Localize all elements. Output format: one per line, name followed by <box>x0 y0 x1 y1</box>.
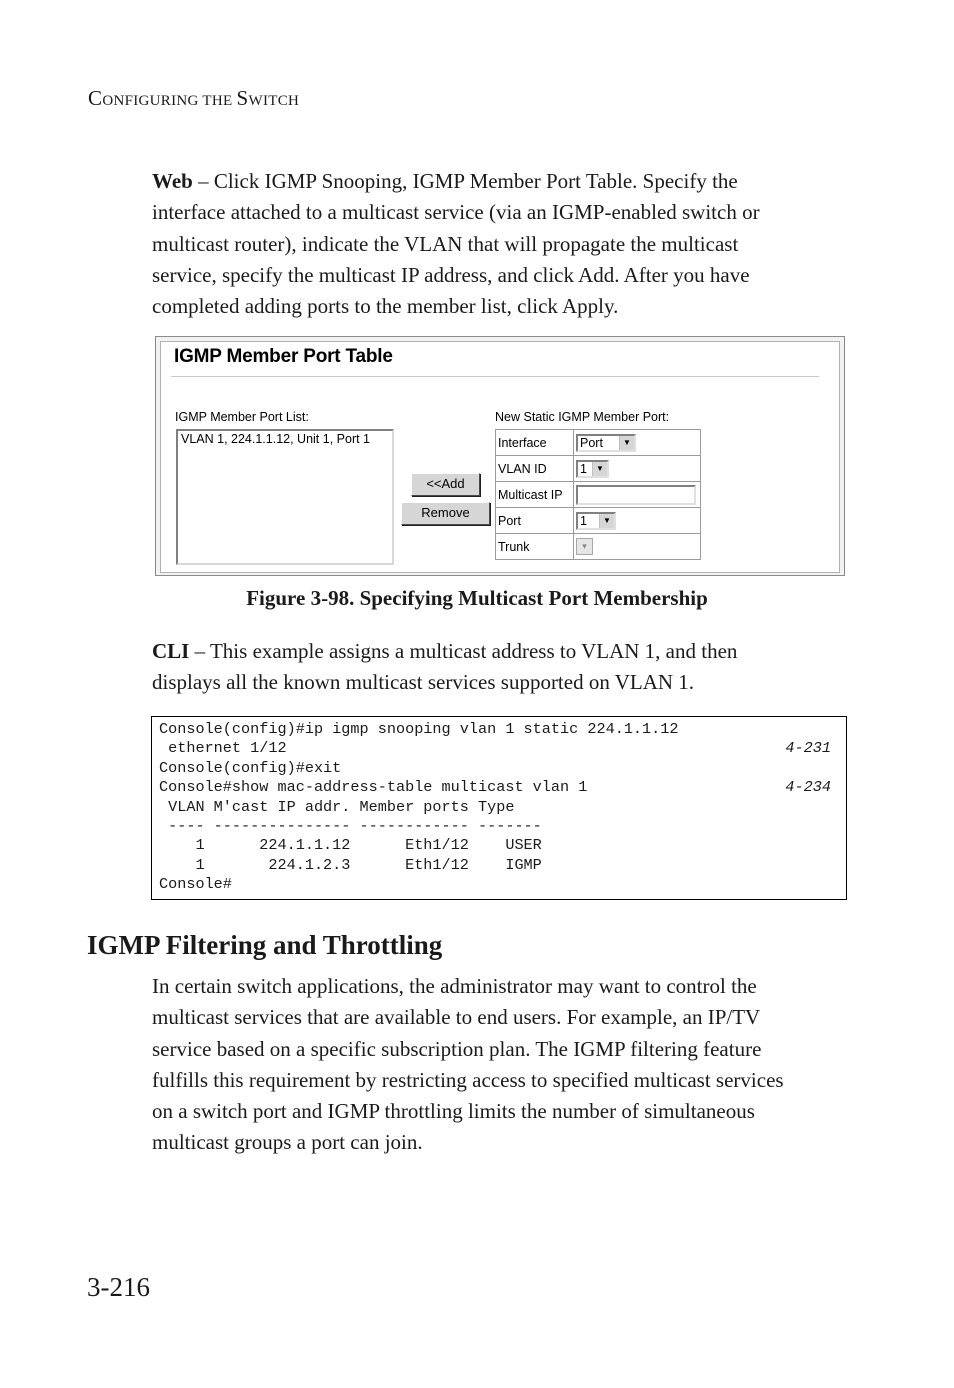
body-line: multicast services that are available to end users. For example, an IP/TV <box>152 1005 761 1030</box>
running-head-part-1: ONFIGURING THE <box>102 93 237 109</box>
body-line: In certain switch applications, the administrator may want to control the <box>152 974 757 998</box>
port-label: Port <box>496 508 574 534</box>
code-line: VLAN M'cast IP addr. Member ports Type <box>159 797 515 816</box>
command-reference: 4-231 <box>785 739 831 758</box>
running-head <box>88 86 299 111</box>
multicast-ip-row <box>496 482 701 508</box>
web-line-3: multicast router), indicate the VLAN that will propagate the multicast <box>152 231 739 256</box>
cli-example-box <box>151 716 847 900</box>
list-item[interactable]: VLAN 1, 224.1.1.12, Unit 1, Port 1 <box>181 432 371 446</box>
cli-paragraph <box>152 636 852 699</box>
running-head-c: C <box>88 86 103 110</box>
section-heading: IGMP Filtering and Throttling <box>87 930 443 960</box>
interface-row <box>496 430 701 456</box>
running-head-s: S <box>236 86 249 110</box>
vlan-row <box>496 456 701 482</box>
chevron-down-icon: ▼ <box>599 514 614 528</box>
new-member-form <box>495 429 701 560</box>
web-paragraph <box>152 166 852 322</box>
code-line: Console# <box>159 875 232 894</box>
remove-button[interactable]: Remove <box>401 502 490 525</box>
running-head-part-2: WITCH <box>248 93 300 109</box>
interface-cell <box>574 430 701 456</box>
add-button[interactable]: <<Add <box>411 473 480 496</box>
web-line-4: service, specify the multicast IP address, and click Add. After you have <box>152 262 750 287</box>
code-line: Console#show mac-address-table multicast vlan 1 <box>159 778 588 797</box>
code-line: Console(config)#ip igmp snooping vlan 1 static 224.1.1.12 <box>159 720 679 738</box>
member-port-listbox[interactable] <box>176 429 394 565</box>
multicast-ip-label: Multicast IP <box>496 482 574 508</box>
vlan-cell <box>574 456 701 482</box>
cli-lead: CLI <box>152 639 190 663</box>
body-line: multicast groups a port can join. <box>152 1130 423 1155</box>
code-line: ethernet 1/12 <box>159 739 287 758</box>
body-line: fulfills this requirement by restricting access to specified multicast services <box>152 1067 784 1092</box>
port-select[interactable]: 1 ▼ <box>576 512 616 530</box>
new-static-member-label: New Static IGMP Member Port: <box>495 410 670 424</box>
page-number: 3-216 <box>87 1272 150 1302</box>
trunk-row <box>496 534 701 560</box>
code-line: ---- --------------- ------------ ------- <box>159 817 542 835</box>
chevron-down-icon: ▼ <box>592 462 607 476</box>
figure-caption: Figure 3-98. Specifying Multicast Port Membership <box>246 586 708 610</box>
vlan-id-select[interactable]: 1 ▼ <box>576 460 609 478</box>
trunk-cell <box>574 534 701 560</box>
command-reference: 4-234 <box>785 778 831 797</box>
port-cell <box>574 508 701 534</box>
port-row <box>496 508 701 534</box>
web-line-5: completed adding ports to the member list, click Apply. <box>152 294 619 319</box>
cli-line-2: displays all the known multicast services supported on VLAN 1. <box>152 670 695 695</box>
section-body <box>152 971 872 1159</box>
cli-line-1: CLI – This example assigns a multicast address to VLAN 1, and then <box>152 639 738 663</box>
body-line: on a switch port and IGMP throttling limits the number of simultaneous <box>152 1099 755 1124</box>
web-lead: Web <box>152 169 193 193</box>
trunk-label: Trunk <box>496 534 574 560</box>
code-line: Console(config)#exit <box>159 758 342 777</box>
title-divider <box>171 376 819 377</box>
interface-label: Interface <box>496 430 574 456</box>
web-line-2: interface attached to a multicast service (via an IGMP-enabled switch or <box>152 200 760 225</box>
member-port-list-label: IGMP Member Port List: <box>175 410 309 424</box>
chevron-down-icon: ▼ <box>619 436 634 450</box>
igmp-member-port-screenshot <box>155 336 845 576</box>
multicast-ip-input[interactable] <box>576 485 696 505</box>
code-line: 1 224.1.1.12 Eth1/12 USER <box>159 836 542 855</box>
screenshot-panel <box>160 341 840 573</box>
multicast-ip-cell <box>574 482 701 508</box>
trunk-select-disabled[interactable]: ▾ <box>576 538 593 555</box>
code-line: 1 224.1.2.3 Eth1/12 IGMP <box>159 855 542 874</box>
interface-select[interactable]: Port ▼ <box>576 434 636 452</box>
body-line: service based on a specific subscription plan. The IGMP filtering feature <box>152 1036 762 1061</box>
screenshot-title: IGMP Member Port Table <box>174 346 393 367</box>
web-line-1: Web – Click IGMP Snooping, IGMP Member Port Table. Specify the <box>152 169 738 193</box>
vlan-id-label: VLAN ID <box>496 456 574 482</box>
